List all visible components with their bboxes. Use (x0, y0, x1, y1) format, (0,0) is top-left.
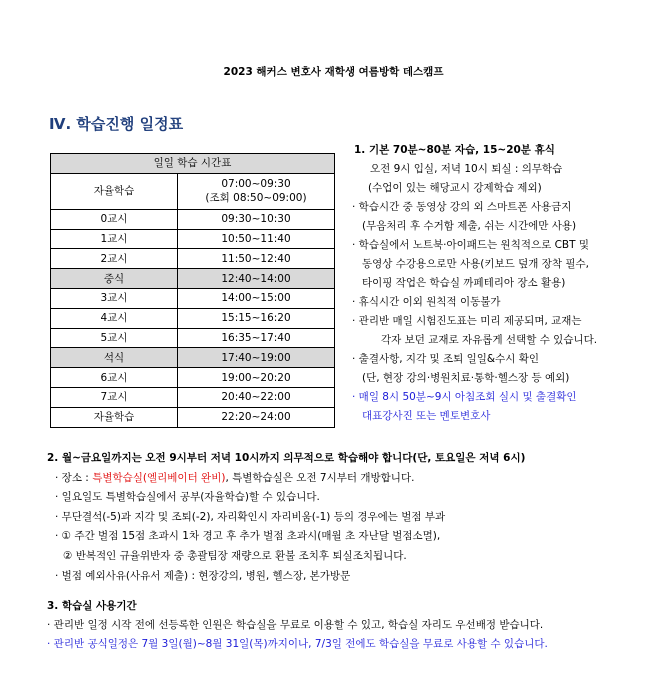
period-time: 12:40~14:00 (178, 269, 335, 289)
rule-line: · 무단결석(-5)과 지각 및 조퇴(-2), 자리확인시 자리비움(-1) 등의 경우에는 벌점 부과 (55, 510, 446, 523)
table-row (51, 387, 335, 407)
rule-line: (무음처리 후 수거함 제출, 쉬는 시간에만 사용) (362, 220, 577, 232)
period-time (178, 173, 335, 209)
period-label: 2교시 (51, 249, 178, 269)
period-time: 15:15~16:20 (178, 308, 335, 328)
place-prefix: · 장소 : (55, 471, 93, 484)
rule-line: 각자 보던 교재로 자유롭게 선택할 수 있습니다. (381, 334, 598, 346)
period-time: 22:20~24:00 (178, 407, 335, 427)
period-time: 09:30~10:30 (178, 209, 335, 229)
rule-heading: 1. 기본 70분~80분 자습, 15~20분 휴식 (354, 144, 555, 156)
period-label: 석식 (51, 348, 178, 368)
period-time: 14:00~15:00 (178, 288, 335, 308)
period-time: 16:35~17:40 (178, 328, 335, 348)
table-row (51, 407, 335, 427)
study-rules-list (352, 141, 652, 426)
section-2 (47, 449, 525, 586)
table-row (51, 173, 335, 209)
period-time: 17:40~19:00 (178, 348, 335, 368)
period-label: 자율학습 (51, 173, 178, 209)
place-suffix: , 특별학습실은 오전 7시부터 개방합니다. (225, 471, 415, 484)
table-row (51, 209, 335, 229)
table-row (51, 288, 335, 308)
table-row-meal (51, 348, 335, 368)
rule-line: (수업이 있는 해당교시 강제학습 제외) (368, 182, 542, 194)
period-time: 19:00~20:20 (178, 368, 335, 388)
period-label: 4교시 (51, 308, 178, 328)
rule-line: · 학습실에서 노트북·아이패드는 원칙적으로 CBT 및 (352, 239, 590, 251)
table-row (51, 249, 335, 269)
table-title: 일일 학습 시간표 (51, 154, 335, 174)
period-time: 20:40~22:00 (178, 387, 335, 407)
rule-line: · 벌점 예외사유(사유서 제출) : 현장강의, 병원, 헬스장, 본가방문 (55, 569, 351, 582)
rule-line: · 일요일도 특별학습실에서 공부(자율학습)할 수 있습니다. (55, 491, 320, 504)
period-label: 1교시 (51, 229, 178, 249)
period-time: 11:50~12:40 (178, 249, 335, 269)
table-row (51, 328, 335, 348)
table-row-meal (51, 269, 335, 289)
rule-line: · 관리반 일정 시작 전에 선등록한 인원은 학습실을 무료로 이용할 수 있고, 학습실 자리도 우선배정 받습니다. (47, 619, 544, 631)
period-label: 0교시 (51, 209, 178, 229)
table-row (51, 308, 335, 328)
rule-line: 동영상 수강용으로만 사용(키보드 덮개 장착 필수, (362, 258, 589, 270)
rule-line: · ① 주간 벌점 15점 초과시 1차 경고 후 추가 벌점 초과시(매월 초 자난달 벌점소멸), (55, 530, 441, 543)
period-time: 10:50~11:40 (178, 229, 335, 249)
rule-line: (단, 현장 강의·병원치료·통학·헬스장 등 예외) (362, 372, 570, 384)
table-row (51, 368, 335, 388)
place-highlight: 특별학습실(엘리베이터 완비) (92, 471, 226, 484)
document-header: 2023 해커스 변호사 재학생 여름방학 데스캠프 (223, 66, 444, 78)
rule-line: · 학습시간 중 동영상 강의 외 스마트폰 사용금지 (352, 201, 572, 213)
place-line (55, 469, 525, 489)
period-label: 6교시 (51, 368, 178, 388)
section-3 (47, 597, 548, 654)
period-label: 7교시 (51, 387, 178, 407)
rule-line: · 관리반 매일 시험진도표는 미리 제공되며, 교재는 (352, 315, 582, 327)
rule-line-highlight: · 매일 8시 50분~9시 아침조회 실시 및 출결확인 (352, 391, 577, 403)
table-row (51, 229, 335, 249)
period-time-main: 07:00~09:30 (221, 178, 291, 191)
rule-line-highlight: · 관리반 공식일정은 7월 3일(월)~8월 31일(목)까지이나, 7/3일 전에도 학습실을 무료로 사용할 수 있습니다. (47, 638, 548, 650)
rule-line: 타이핑 작업은 학습실 까페테리아 장소 활용) (362, 277, 566, 289)
period-label: 5교시 (51, 328, 178, 348)
period-label: 3교시 (51, 288, 178, 308)
rule-line: · 출결사항, 지각 및 조퇴 일일&수시 확인 (352, 353, 540, 365)
period-time-sub: (조회 08:50~09:00) (205, 192, 307, 205)
section-3-title: 3. 학습실 사용기간 (47, 600, 137, 612)
rule-line: 오전 9시 입실, 저녁 10시 퇴실 : 의무학습 (370, 163, 563, 175)
daily-schedule-table (50, 153, 335, 428)
section-title: Ⅳ. 학습진행 일정표 (49, 115, 184, 133)
period-label: 자율학습 (51, 407, 178, 427)
rule-line: ② 반복적인 규율위반자 중 총괄팀장 재량으로 환불 조치후 퇴실조치됩니다. (63, 549, 407, 562)
rule-line-highlight: 대표강사진 또는 멘토변호사 (362, 410, 491, 422)
rule-line: · 휴식시간 이외 원칙적 이동불가 (352, 296, 501, 308)
table-title-row (51, 154, 335, 174)
period-label: 중식 (51, 269, 178, 289)
section-2-title: 2. 월~금요일까지는 오전 9시부터 저녁 10시까지 의무적으로 학습해야 합니다(단, 토요일은 저녁 6시) (47, 452, 526, 464)
